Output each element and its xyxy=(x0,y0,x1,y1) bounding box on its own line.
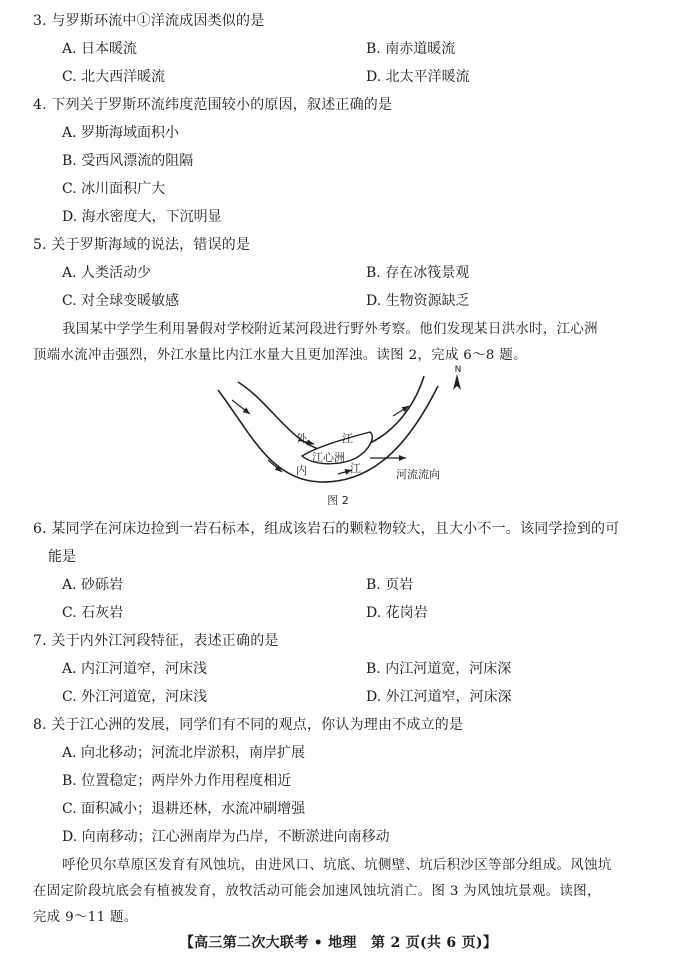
q3-option-b: B. 南赤道暖流 xyxy=(366,41,456,57)
q6-option-d: D. 花岗岩 xyxy=(366,605,428,621)
q7-option-d: D. 外江河道窄，河床深 xyxy=(366,689,512,705)
q5-option-c: C. 对全球变暖敏感 xyxy=(62,293,180,309)
q4-option-c: C. 冰川面积广大 xyxy=(62,181,166,197)
q6-option-c: C. 石灰岩 xyxy=(62,605,124,621)
label-jiang-inner: 江 xyxy=(350,462,361,475)
figure-2-river-diagram xyxy=(210,362,480,508)
q6-option-a: A. 砂砾岩 xyxy=(62,577,124,593)
q7-stem: 7. 关于内外江河段特征，表述正确的是 xyxy=(33,633,279,649)
q7-option-c: C. 外江河道宽，河床浅 xyxy=(62,689,208,705)
q5-option-d: D. 生物资源缺乏 xyxy=(366,293,470,309)
north-label: N xyxy=(454,365,462,375)
q4-option-a: A. 罗斯海域面积小 xyxy=(62,125,180,141)
label-island: 江心洲 xyxy=(312,451,345,464)
q3-option-d: D. 北太平洋暖流 xyxy=(366,69,470,85)
q3-option-a: A. 日本暖流 xyxy=(62,41,138,57)
q5-option-b: B. 存在冰筏景观 xyxy=(366,265,470,281)
intro-9-11-line2: 在固定阶段坑底会有植被发育，放牧活动可能会加速风蚀坑消亡。图 3 为风蚀坑景观。读图， xyxy=(33,884,601,899)
north-arrow-icon xyxy=(453,374,461,390)
q4-stem: 4. 下列关于罗斯环流纬度范围较小的原因，叙述正确的是 xyxy=(33,97,393,113)
intro-9-11-line1: 呼伦贝尔草原区发育有风蚀坑，由进风口、坑底、坑侧壁、坑后积沙区等部分组成。风蚀坑 xyxy=(62,858,612,873)
q5-stem: 5. 关于罗斯海域的说法，错误的是 xyxy=(33,237,251,253)
label-jiang-outer: 江 xyxy=(342,432,353,445)
intro-9-11-line3: 完成 9～11 题。 xyxy=(33,910,138,925)
page-footer: 【高三第二次大联考 • 地理 第 2 页(共 6 页)】 xyxy=(179,935,498,951)
label-nei: 内 xyxy=(296,464,307,477)
q6-stem-line1: 6. 某同学在河床边捡到一岩石标本，组成该岩石的颗粒物较大，且大小不一。该同学捡到的可 xyxy=(33,521,620,537)
q7-option-b: B. 内江河道宽，河床深 xyxy=(366,661,512,677)
intro-6-8-line1: 我国某中学学生利用暑假对学校附近某河段进行野外考察。他们发现某日洪水时，江心洲 xyxy=(62,322,598,337)
intro-6-8-line2: 顶端水流冲击强烈，外江水量比内江水量大且更加浑浊。读图 2，完成 6～8 题。 xyxy=(33,348,527,363)
q6-option-b: B. 页岩 xyxy=(366,577,414,593)
q4-option-b: B. 受西风漂流的阻隔 xyxy=(62,153,194,169)
q5-option-a: A. 人类活动少 xyxy=(62,265,152,281)
flow-arrow-left-lower xyxy=(268,460,282,472)
q8-option-c: C. 面积减小；退耕还林，水流冲刷增强 xyxy=(62,801,306,817)
flow-direction-label: 河流流向 xyxy=(396,468,440,481)
flow-arrow-left xyxy=(232,400,250,414)
q8-stem: 8. 关于江心洲的发展，同学们有不同的观点，你认为理由不成立的是 xyxy=(33,717,464,733)
q6-stem-line2: 能是 xyxy=(48,549,76,565)
q8-option-a: A. 向北移动；河流北岸淤积，南岸扩展 xyxy=(62,745,306,761)
q3-stem: 3. 与罗斯环流中①洋流成因类似的是 xyxy=(33,13,265,29)
q8-option-b: B. 位置稳定；两岸外力作用程度相近 xyxy=(62,773,292,789)
q4-option-d: D. 海水密度大，下沉明显 xyxy=(62,209,222,225)
label-wai: 外 xyxy=(296,432,307,445)
figure-2-caption: 图 2 xyxy=(327,494,349,507)
q8-option-d: D. 向南移动；江心洲南岸为凸岸，不断淤进向南移动 xyxy=(62,829,390,845)
q7-option-a: A. 内江河道窄，河床浅 xyxy=(62,661,208,677)
q3-option-c: C. 北大西洋暖流 xyxy=(62,69,166,85)
